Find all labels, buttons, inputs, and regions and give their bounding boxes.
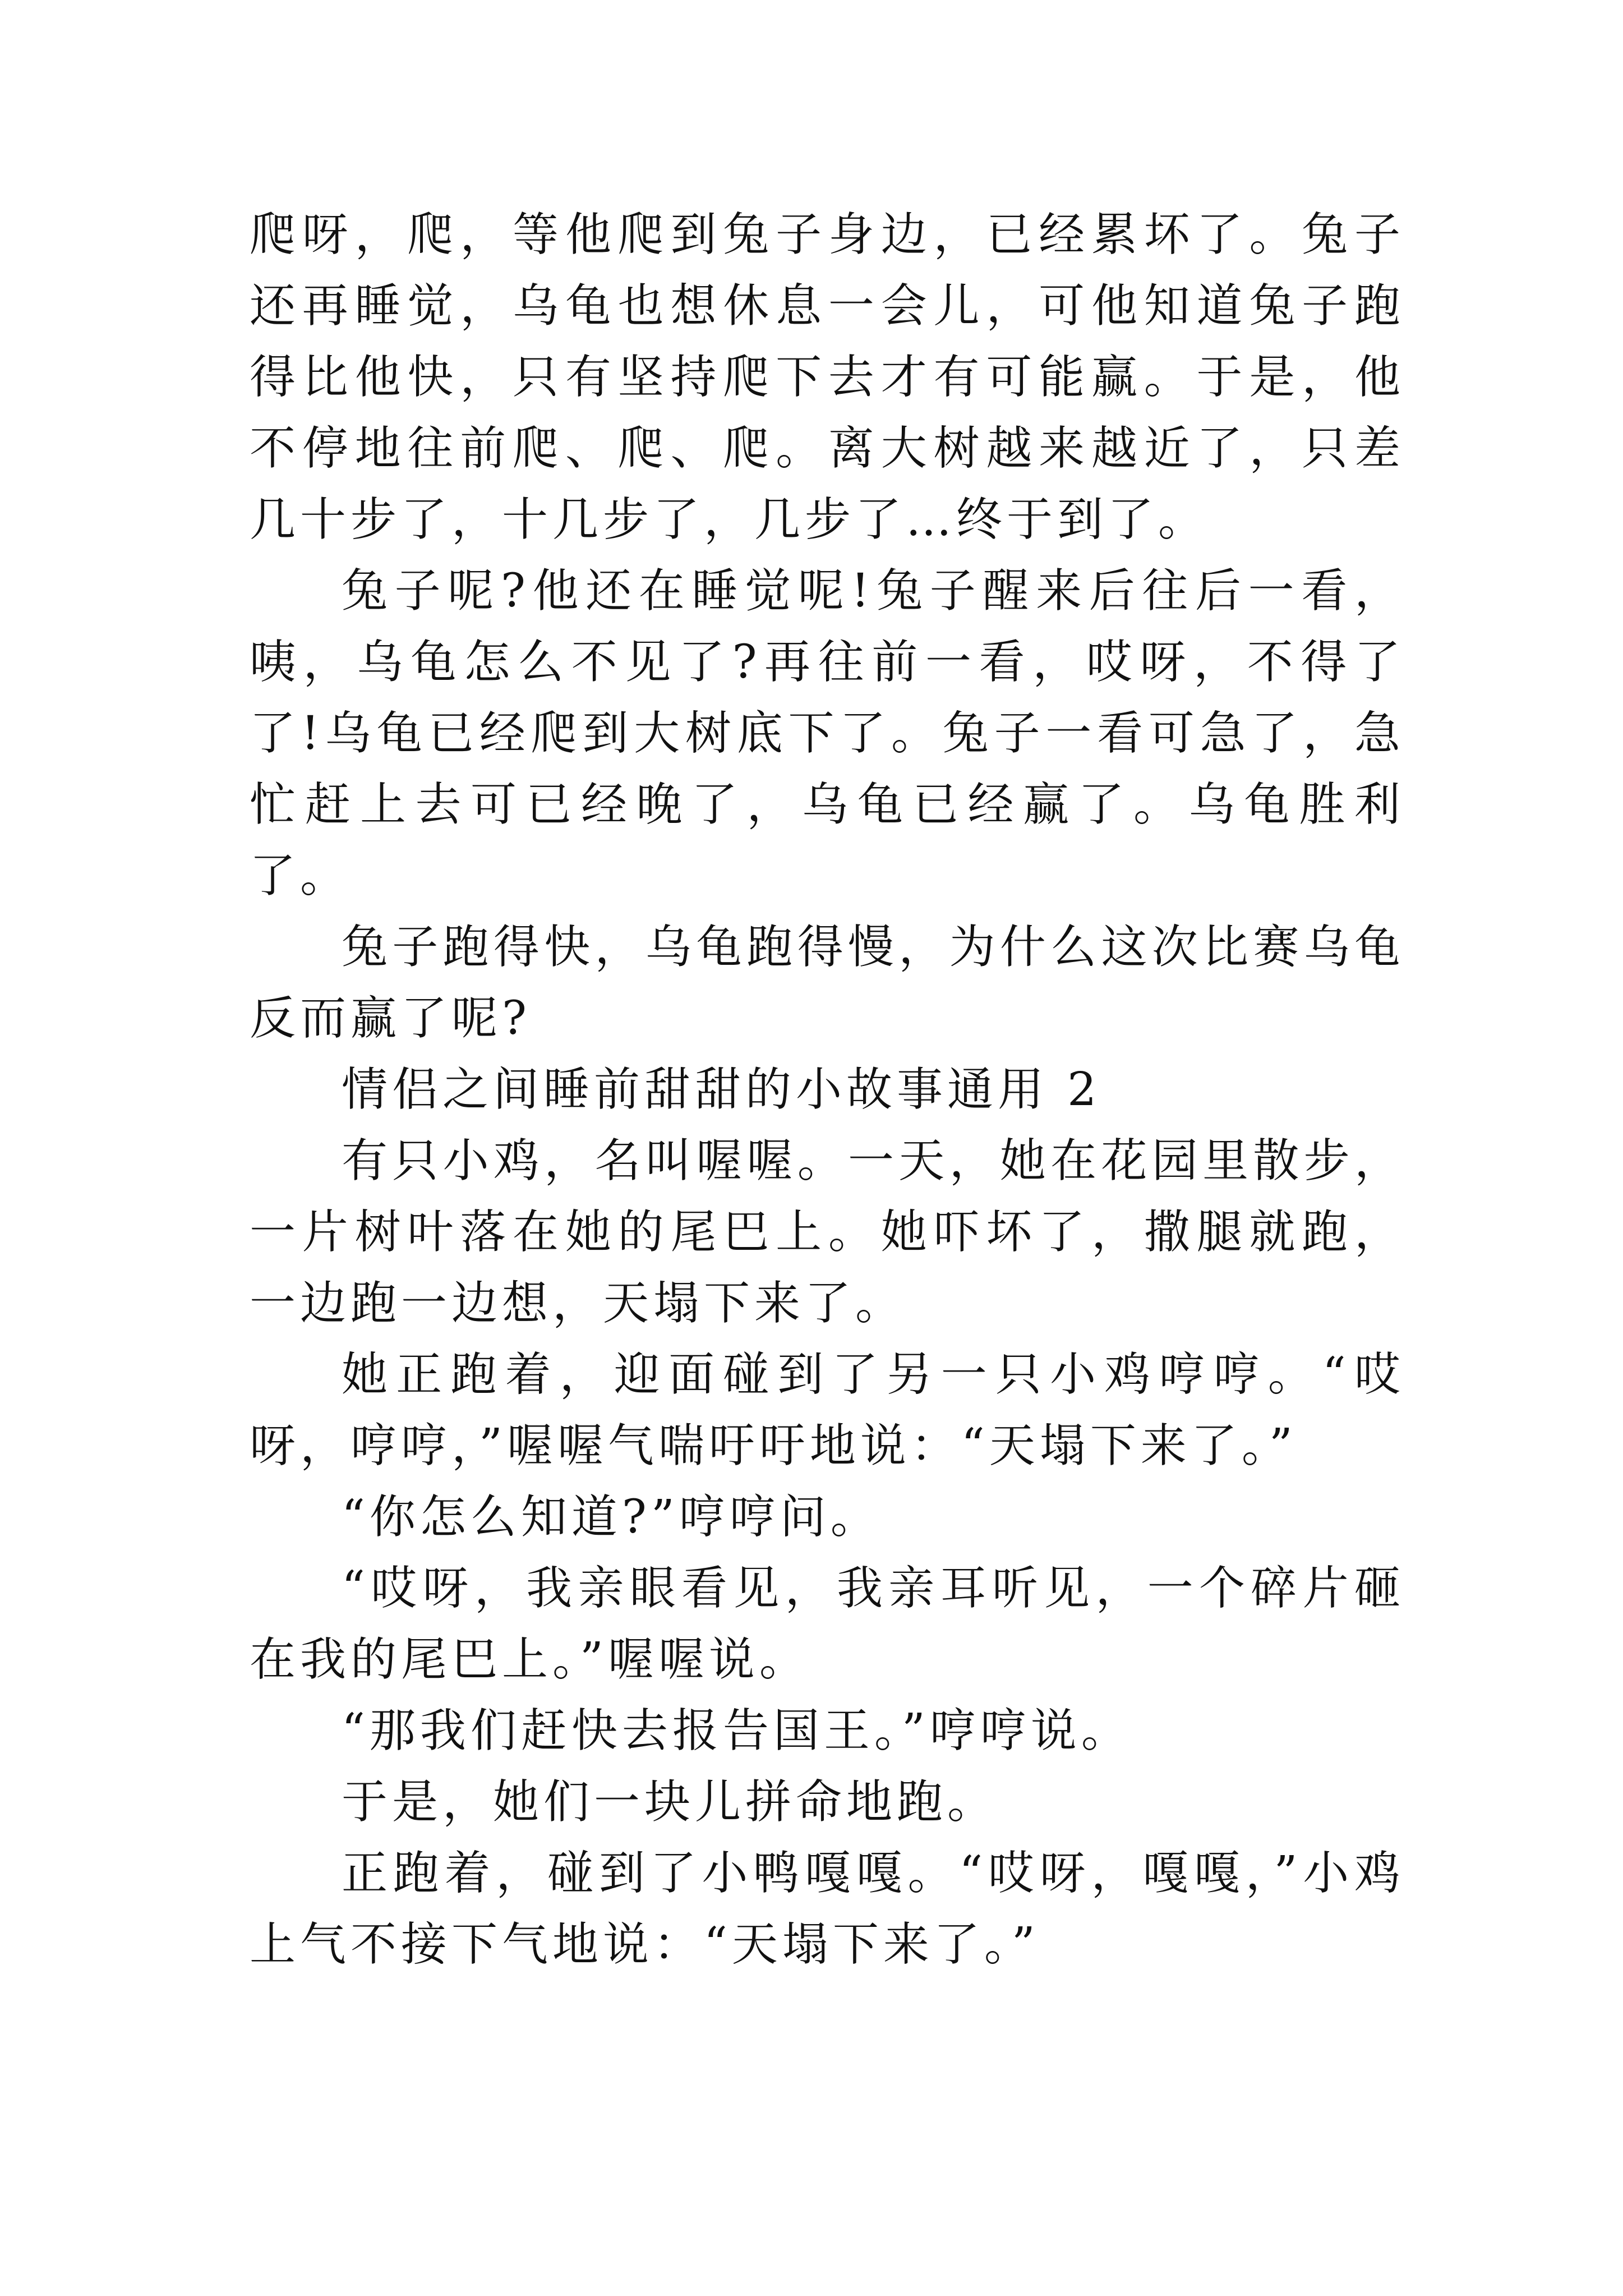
paragraph-7: “哎呀，我亲眼看见，我亲耳听见，一个碎片砸在我的尾巴上。”喔喔说。 [250,1562,1405,1686]
paragraph-1: 爬呀，爬，等他爬到兔子身边，已经累坏了。兔子还再睡觉，乌龟也想休息一会儿，可他知道兔子跑得比他快，只有坚持爬下去才有可能赢。于是，他不停地往前爬、爬、爬。离大树越来越近了，只差几十步了，十几步了，几步了…终于到了。 [250,208,1405,546]
paragraph-10: 正跑着，碰到了小鸭嘎嘎。“哎呀，嘎嘎，”小鸡上气不接下气地说：“天塌下来了。” [250,1847,1405,1971]
paragraph-4: 有只小鸡，名叫喔喔。一天，她在花园里散步，一片树叶落在她的尾巴上。她吓坏了，撒腿就跑，一边跑一边想，天塌下来了。 [250,1134,1405,1330]
paragraph-9: 于是，她们一块儿拼命地跑。 [342,1775,998,1829]
paragraph-8: “那我们赶快去报告国王。”哼哼说。 [342,1704,1132,1757]
document-body [250,199,1405,1980]
paragraph-5: 她正跑着，迎面碰到了另一只小鸡哼哼。“哎呀，哼哼，”喔喔气喘吁吁地说：“天塌下来了。” [250,1348,1405,1473]
paragraph-6: “你怎么知道?”哼哼问。 [342,1490,881,1544]
section-heading: 情侣之间睡前甜甜的小故事通用 2 [342,1063,1101,1116]
paragraph-3: 兔子跑得快，乌龟跑得慢，为什么这次比赛乌龟反而赢了呢? [250,921,1405,1045]
paragraph-2: 兔子呢?他还在睡觉呢!兔子醒来后往后一看，咦，乌龟怎么不见了?再往前一看，哎呀，不得了了!乌龟已经爬到大树底下了。兔子一看可急了，急忙赶上去可已经晚了，乌龟已经赢了。乌龟胜利了。 [250,564,1405,903]
